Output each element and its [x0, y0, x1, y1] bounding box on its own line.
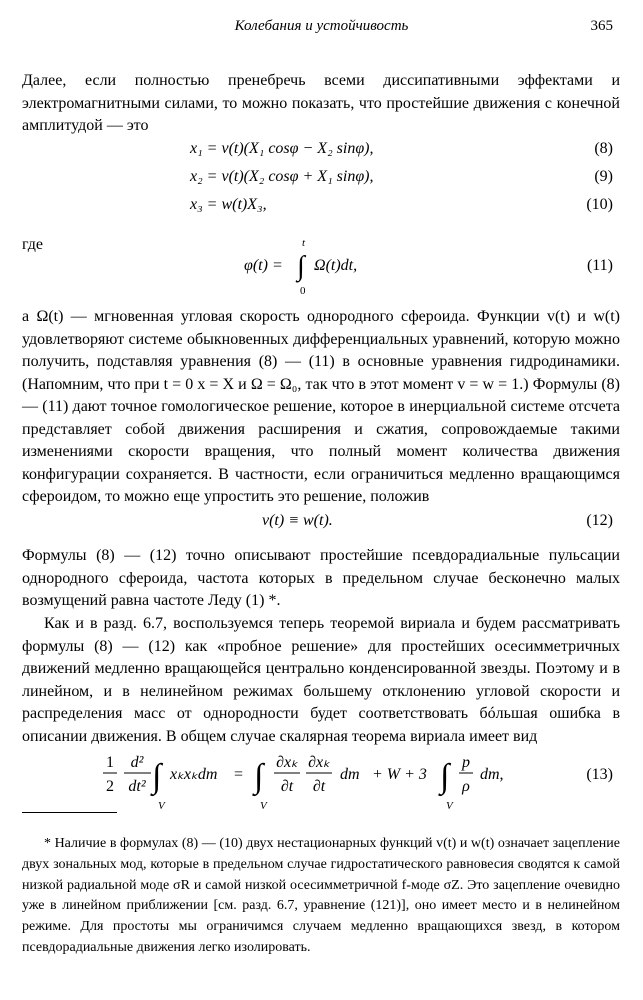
header-title: Колебания и устойчивость	[234, 18, 409, 34]
eq13-plus-w: + W + 3	[372, 766, 427, 783]
equation-11-lower-limit: 0	[300, 285, 306, 297]
eq13-frac-a-numerator: ∂xₖ	[276, 754, 298, 771]
equation-8	[0, 140, 643, 164]
equation-9-body: x₂ = v(t)(X₂ cosφ + X₁ sinφ),	[190, 168, 374, 185]
eq13-p-denominator: ρ	[462, 778, 470, 795]
eq13-half-denominator: 2	[106, 778, 114, 795]
equation-8-number: (8)	[594, 140, 613, 157]
eq13-frac-b-numerator: ∂xₖ	[308, 754, 330, 771]
eq13-integral-3-icon: ∫	[440, 758, 450, 795]
equation-12-number: (12)	[586, 512, 613, 529]
equation-9-number: (9)	[594, 168, 613, 185]
eq13-domain-3: V	[446, 800, 453, 812]
equation-13-number: (13)	[586, 766, 613, 783]
eq13-frac-a-denominator: ∂t	[280, 778, 294, 795]
page-number: 365	[590, 18, 613, 34]
eq13-domain-2: V	[260, 800, 267, 812]
paragraph-intro: Далее, если полностью пренебречь всеми диссипативными эффектами и электромагнитными силами, то можно показать, что простейшие движения с конечной амплитудой — это	[22, 72, 620, 134]
paragraph-functions: а Ω(t) — мгновенная угловая скорость однородного сфероида. Функции v(t) и w(t) удовлетворяют системе обыкновенных дифференциальных уравнений, которую можно получить, подставляя уравнения (8) — (11) в основные уравнения гидродинамики. (Напомним, что при t = 0 x = X и Ω = Ω₀, так что в этот момент v = w = 1.) Формулы (8) — (11) дают точное гомологическое решение, которое в инерциальной системе отсчета представляет собой движения расширения и сжатия, сопровождаемые такими изменениями скорости вращения, что полный момент количества движения конфигурации сохраняется. В частности, если ограничиться медленно вращающимся сфероидом, то можно еще упростить это решение, положив	[22, 308, 620, 505]
equation-9	[0, 168, 643, 192]
equation-12	[0, 512, 643, 536]
eq13-p-numerator: p	[462, 754, 470, 771]
eq13-term1: xₖxₖdm	[170, 766, 218, 783]
equation-11-number: (11)	[586, 257, 613, 274]
eq13-equals: =	[234, 766, 244, 783]
equation-12-body: v(t) ≡ w(t).	[262, 512, 333, 529]
paragraph-virial: Как и в разд. 6.7, воспользуемся теперь теоремой вириала и будем рассматривать формулы (8) — (12) как «пробное решение» для простейших осесимметричных движений медленно вращающейся центрально конденсированной звезды. Поэтому и в линейном, и в нелинейном режимах большему отклонению угловой скорости и распределения масс от однородности будет соответствовать бóльшая ошибка в описании движения. В общем случае скалярная теорема вириала имеет вид	[22, 615, 620, 745]
eq13-d2-numerator: d²	[130, 754, 144, 771]
equation-13	[0, 745, 643, 820]
eq13-integral-2-icon: ∫	[254, 758, 264, 795]
equation-10	[0, 196, 643, 220]
equation-11	[0, 238, 643, 298]
eq13-frac-b-denominator: ∂t	[312, 778, 326, 795]
footnote: * Наличие в формулах (8) — (10) двух нестационарных функций v(t) и w(t) означает зацепление двух зональных мод, которые в предельном случае гидростатического равновесия сводятся к самой низкой радиальной моде σR и самой низкой осесимметричной f-моде σZ. Это зацепление очевидно уже в линейном приближении [см. разд. 6.7, уравнение (121)], оно имеет место и в нелинейном режиме. Для простоты мы ограничимся случаем медленно вращающихся звезд, в котором псевдорадиальные движения легко изолировать.	[22, 836, 620, 955]
eq13-half-numerator: 1	[106, 754, 114, 771]
equation-8-body: x₁ = v(t)(X₁ cosφ − X₂ sinφ),	[190, 140, 374, 157]
paragraph-pulsations: Формулы (8) — (12) точно описывают простейшие псевдорадиальные пульсации однородного сфероида, частота которых в предельном случае бесконечно малых возмущений равна частоте Леду (1) *.	[22, 547, 620, 609]
integral-sign-icon: ∫	[297, 251, 305, 282]
equation-10-number: (10)	[586, 196, 613, 213]
equation-11-upper-limit: t	[302, 238, 306, 249]
eq13-d2-denominator: dt²	[128, 778, 146, 795]
eq13-integral-1-icon: ∫	[152, 758, 162, 795]
equation-11-lhs: φ(t) =	[244, 257, 283, 274]
eq13-domain-1: V	[158, 800, 165, 812]
label-where: где	[22, 236, 44, 253]
eq13-dm2: dm,	[480, 766, 504, 783]
eq13-dm: dm	[340, 766, 360, 783]
equation-11-integrand: Ω(t)dt,	[314, 257, 358, 274]
footnote-rule	[22, 812, 117, 813]
equation-10-body: x₃ = w(t)X₃,	[190, 196, 267, 213]
